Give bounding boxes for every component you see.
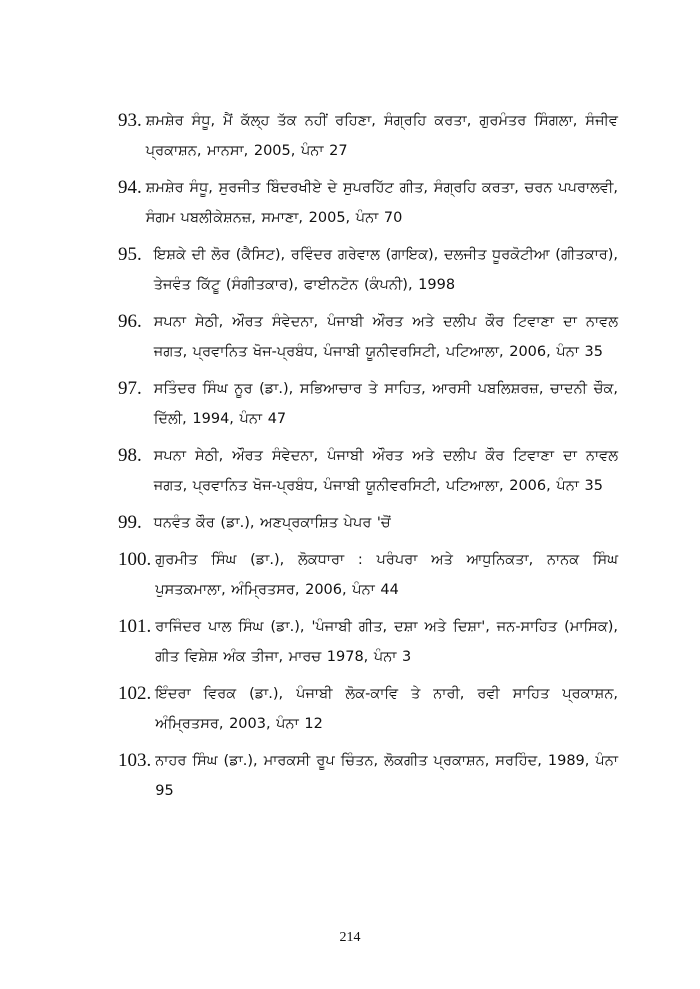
reference-number: 96. (118, 311, 142, 332)
reference-item (118, 508, 618, 538)
reference-item (118, 441, 618, 501)
reference-number: 103. (118, 750, 152, 771)
reference-number: 102. (118, 683, 152, 704)
reference-item (118, 307, 618, 367)
reference-item (118, 545, 618, 605)
reference-number: 98. (118, 445, 142, 466)
reference-number: 100. (118, 549, 152, 570)
reference-item (118, 374, 618, 434)
reference-number: 95. (118, 244, 142, 265)
reference-item (118, 173, 618, 233)
reference-number: 97. (118, 378, 142, 399)
reference-text: ਸ਼ਮਸ਼ੇਰ ਸੰਧੂ, ਮੈਂ ਕੱਲ੍ਹ ਤੱਕ ਨਹੀਂ ਰਹਿਣਾ, ਸੰਗ੍ਰਹਿ ਕਰਤਾ, ਗੁਰਮੰਤਰ ਸਿੰਗਲਾ, ਸੰਜੀਵ ਪ੍ਰਕਾਸ਼ਨ, ਮਾਨਸਾ, 2005, ਪੰਨਾ 27 (145, 113, 618, 159)
reference-text: ਸ਼ਮਸ਼ੇਰ ਸੰਧੂ, ਸੁਰਜੀਤ ਬਿੰਦਰਖੀਏ ਦੇ ਸੁਪਰਹਿੱਟ ਗੀਤ, ਸੰਗ੍ਰਹਿ ਕਰਤਾ, ਚਰਨ ਪਪਰਾਲਵੀ, ਸੰਗਮ ਪਬਲੀਕੇਸ਼ਨਜ਼, ਸਮਾਣਾ, 2005, ਪੰਨਾ 70 (145, 180, 618, 226)
reference-item (118, 679, 618, 739)
reference-text: ਸਪਨਾ ਸੇਠੀ, ਔਰਤ ਸੰਵੇਦਨਾ, ਪੰਜਾਬੀ ਔਰਤ ਅਤੇ ਦਲੀਪ ਕੌਰ ਟਿਵਾਣਾ ਦਾ ਨਾਵਲ ਜਗਤ, ਪ੍ਰਵਾਨਿਤ ਖੋਜ-ਪ੍ਰਬੰਧ, ਪੰਜਾਬੀ ਯੂਨੀਵਰਸਿਟੀ, ਪਟਿਆਲਾ, 2006, ਪੰਨਾ 35 (153, 448, 618, 494)
reference-text: ਰਾਜਿੰਦਰ ਪਾਲ ਸਿੰਘ (ਡਾ.), 'ਪੰਜਾਬੀ ਗੀਤ, ਦਸ਼ਾ ਅਤੇ ਦਿਸ਼ਾ', ਜਨ-ਸਾਹਿਤ (ਮਾਸਿਕ), ਗੀਤ ਵਿਸ਼ੇਸ਼ ਅੰਕ ਤੀਜਾ, ਮਾਰਚ 1978, ਪੰਨਾ 3 (155, 619, 618, 665)
reference-number: 94. (118, 177, 142, 198)
reference-list (118, 106, 618, 813)
page-number: 214 (339, 930, 361, 945)
reference-number: 101. (118, 616, 152, 637)
reference-text: ਸਤਿੰਦਰ ਸਿੰਘ ਨੂਰ (ਡਾ.), ਸਭਿਆਚਾਰ ਤੇ ਸਾਹਿਤ, ਆਰਸੀ ਪਬਲਿਸ਼ਰਜ਼, ਚਾਦਨੀ ਚੌਕ, ਦਿੱਲੀ, 1994, ਪੰਨਾ 47 (153, 381, 618, 427)
reference-text: ਧਨਵੰਤ ਕੌਰ (ਡਾ.), ਅਣਪ੍ਰਕਾਸ਼ਿਤ ਪੇਪਰ 'ਚੋਂ (153, 515, 391, 531)
reference-text: ਇੰਦਰਾ ਵਿਰਕ (ਡਾ.), ਪੰਜਾਬੀ ਲੋਕ-ਕਾਵਿ ਤੇ ਨਾਰੀ, ਰਵੀ ਸਾਹਿਤ ਪ੍ਰਕਾਸ਼ਨ, ਅੰਮ੍ਰਿਤਸਰ, 2003, ਪੰਨਾ 12 (155, 686, 618, 732)
reference-text: ਇਸ਼ਕੇ ਦੀ ਲੋਰ (ਕੈਸਿਟ), ਰਵਿੰਦਰ ਗਰੇਵਾਲ (ਗਾਇਕ), ਦਲਜੀਤ ਧੂਰਕੋਟੀਆ (ਗੀਤਕਾਰ), ਤੇਜਵੰਤ ਕਿੱਟੂ (ਸੰਗੀਤਕਾਰ), ਫਾਈਨਟੋਨ (ਕੰਪਨੀ), 1998 (153, 247, 618, 293)
reference-item (118, 746, 618, 806)
reference-number: 93. (118, 110, 142, 131)
reference-item (118, 106, 618, 166)
reference-number: 99. (118, 512, 142, 533)
reference-text: ਸਪਨਾ ਸੇਠੀ, ਔਰਤ ਸੰਵੇਦਨਾ, ਪੰਜਾਬੀ ਔਰਤ ਅਤੇ ਦਲੀਪ ਕੌਰ ਟਿਵਾਣਾ ਦਾ ਨਾਵਲ ਜਗਤ, ਪ੍ਰਵਾਨਿਤ ਖੋਜ-ਪ੍ਰਬੰਧ, ਪੰਜਾਬੀ ਯੂਨੀਵਰਸਿਟੀ, ਪਟਿਆਲਾ, 2006, ਪੰਨਾ 35 (153, 314, 618, 360)
reference-text: ਗੁਰਮੀਤ ਸਿੰਘ (ਡਾ.), ਲੋਕਧਾਰਾ : ਪਰੰਪਰਾ ਅਤੇ ਆਧੁਨਿਕਤਾ, ਨਾਨਕ ਸਿੰਘ ਪੁਸਤਕਮਾਲਾ, ਅੰਮ੍ਰਿਤਸਰ, 2006, ਪੰਨਾ 44 (155, 552, 618, 598)
reference-text: ਨਾਹਰ ਸਿੰਘ (ਡਾ.), ਮਾਰਕਸੀ ਰੂਪ ਚਿੰਤਨ, ਲੋਕਗੀਤ ਪ੍ਰਕਾਸ਼ਨ, ਸਰਹਿੰਦ, 1989, ਪੰਨਾ 95 (155, 753, 618, 799)
reference-item (118, 240, 618, 300)
reference-item (118, 612, 618, 672)
